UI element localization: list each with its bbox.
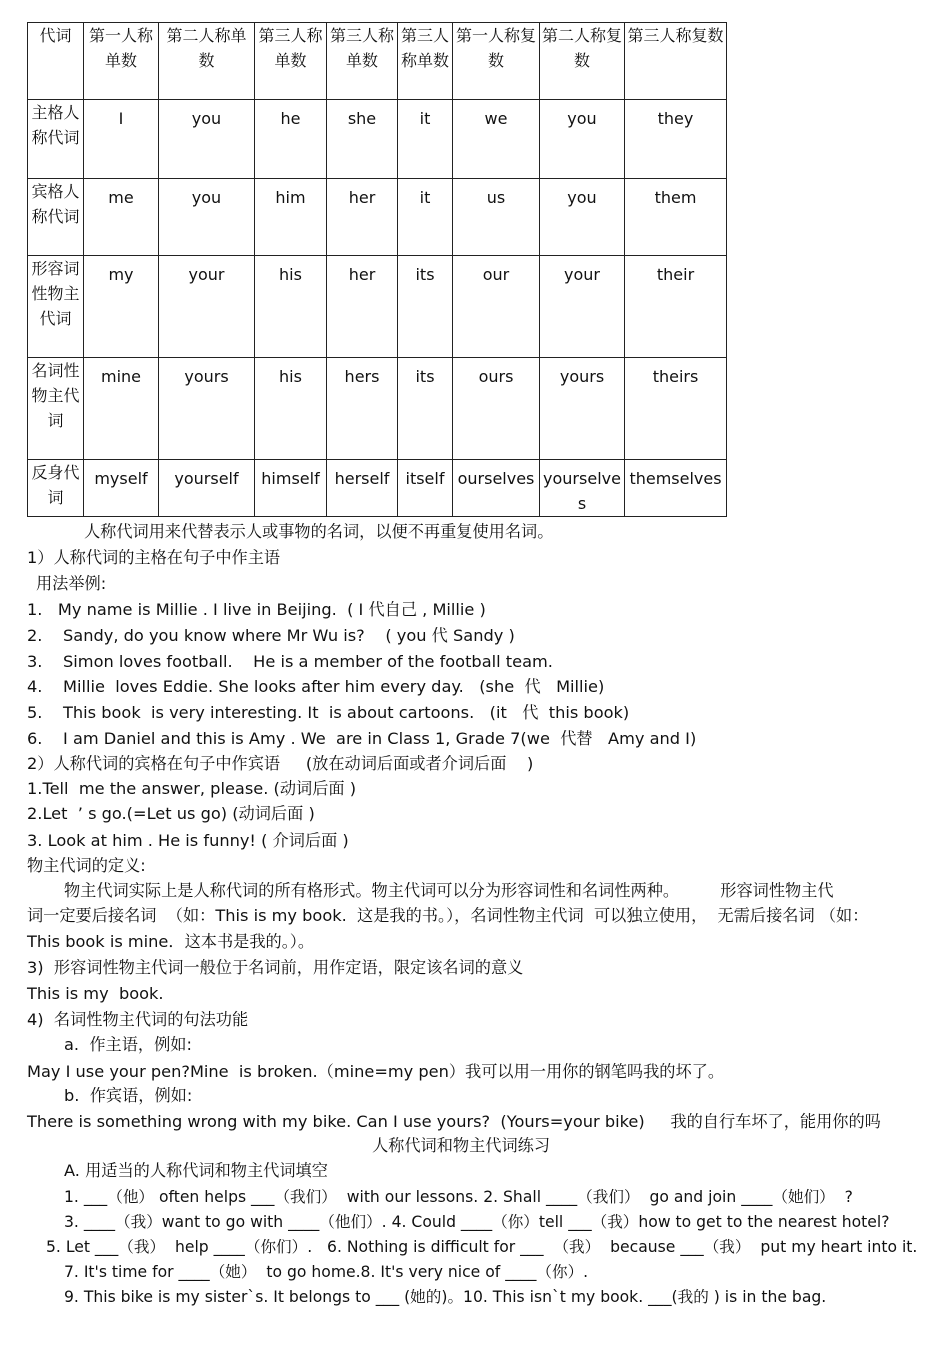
table-cell: it xyxy=(398,179,453,256)
intro-paragraph: 人称代词用来代替表示人或事物的名词，以便不再重复使用名词。 xyxy=(84,522,554,541)
table-header-row xyxy=(28,23,727,100)
table-cell: your xyxy=(540,256,625,358)
table-cell: theirs xyxy=(625,358,727,460)
table-cell: she xyxy=(327,100,398,179)
table-cell: ours xyxy=(453,358,540,460)
table-cell: us xyxy=(453,179,540,256)
table-cell: themselves xyxy=(625,460,727,517)
table-cell: her xyxy=(327,256,398,358)
table-cell: you xyxy=(159,100,255,179)
section-heading: 2）人称代词的宾格在句子中作宾语 (放在动词后面或者介词后面 ) xyxy=(27,754,534,773)
row-label: 反身代词 xyxy=(28,460,84,517)
table-cell: their xyxy=(625,256,727,358)
table-cell: his xyxy=(255,256,327,358)
subsection-label: b. 作宾语，例如: xyxy=(64,1086,193,1105)
table-cell: our xyxy=(453,256,540,358)
table-cell: your xyxy=(159,256,255,358)
table-row xyxy=(28,256,727,358)
exercise-line: 1. ___（他） often helps ___（我们） with our lessons. 2. Shall ____（我们） go and join ____（她们） ? xyxy=(64,1188,853,1206)
table-cell: him xyxy=(255,179,327,256)
table-cell: myself xyxy=(84,460,159,517)
section-heading: 4) 名词性物主代词的句法功能 xyxy=(27,1010,249,1029)
table-cell: they xyxy=(625,100,727,179)
example-line: This is my book. xyxy=(27,984,164,1003)
table-cell: her xyxy=(327,179,398,256)
example-line: 1.Tell me the answer, please. (动词后面 ) xyxy=(27,779,357,798)
table-cell: me xyxy=(84,179,159,256)
table-cell: yours xyxy=(159,358,255,460)
example-line: 6. I am Daniel and this is Amy . We are in Class 1, Grade 7(we 代替 Amy and I) xyxy=(27,729,697,748)
exercise-instruction: A. 用适当的人称代词和物主代词填空 xyxy=(64,1161,328,1180)
example-line: 2. Sandy, do you know where Mr Wu is? ( you 代 Sandy ) xyxy=(27,626,515,645)
table-cell: he xyxy=(255,100,327,179)
example-line: 1. My name is Millie . I live in Beijing. ( I 代自己 , Millie ) xyxy=(27,600,486,619)
exercise-line: 7. It's time for ____（她） to go home.8. It's very nice of ____（你）. xyxy=(64,1263,589,1281)
table-cell: yourself xyxy=(159,460,255,517)
table-cell: his xyxy=(255,358,327,460)
section-heading: 3) 形容词性物主代词一般位于名词前，用作定语，限定该名词的意义 xyxy=(27,958,524,977)
example-line: 3. Simon loves football. He is a member of the football team. xyxy=(27,652,553,671)
subsection-label: a. 作主语，例如: xyxy=(64,1035,192,1054)
table-header-cell: 第三人称单数 xyxy=(255,23,327,100)
row-label: 主格人称代词 xyxy=(28,100,84,179)
table-header-cell: 第二人称单数 xyxy=(159,23,255,100)
table-row xyxy=(28,358,727,460)
table-cell: you xyxy=(540,179,625,256)
example-line: 3. Look at him . He is funny! ( 介词后面 ) xyxy=(27,831,349,850)
table-cell: itself xyxy=(398,460,453,517)
table-cell: its xyxy=(398,358,453,460)
example-line: 4. Millie loves Eddie. She looks after him every day. (she 代 Millie) xyxy=(27,677,605,696)
table-cell: its xyxy=(398,256,453,358)
table-cell: them xyxy=(625,179,727,256)
section-heading: 1）人称代词的主格在句子中作主语 xyxy=(27,548,281,567)
table-cell: mine xyxy=(84,358,159,460)
table-cell: herself xyxy=(327,460,398,517)
table-header-cell: 第三人称单数 xyxy=(327,23,398,100)
exercise-title: 人称代词和物主代词练习 xyxy=(372,1136,551,1155)
table-row xyxy=(28,179,727,256)
table-cell: you xyxy=(159,179,255,256)
example-line: 2.Let ’ s go.(=Let us go) (动词后面 ) xyxy=(27,804,315,823)
example-line: 5. This book is very interesting. It is about cartoons. (it 代 this book) xyxy=(27,703,630,722)
definition-text: 物主代词实际上是人称代词的所有格形式。物主代词可以分为形容词性和名词性两种。 形容词性物主代 xyxy=(64,881,834,900)
definition-text: This book is mine．这本书是我的。）。 xyxy=(27,932,315,951)
exercise-line: 9. This bike is my sister`s. It belongs to ___ (她的)。10. This isn`t my book. ___(我的 ) is in the bag. xyxy=(64,1288,827,1306)
example-line: There is something wrong with my bike. Can I use yours? (Yours=your bike) 我的自行车坏了，能用你的吗 xyxy=(27,1112,881,1131)
row-label: 名词性物主代词 xyxy=(28,358,84,460)
table-cell: hers xyxy=(327,358,398,460)
exercise-line: 5. Let ___（我） help ____（你们）. 6. Nothing is difficult for ___ （我） because ___（我） put my heart into it. xyxy=(46,1238,918,1256)
table-cell: yours xyxy=(540,358,625,460)
table-cell: we xyxy=(453,100,540,179)
table-cell: himself xyxy=(255,460,327,517)
row-label: 形容词性物主代词 xyxy=(28,256,84,358)
table-header-cell: 第一人称复数 xyxy=(453,23,540,100)
table-cell: you xyxy=(540,100,625,179)
table-header-cell: 第三人称单数 xyxy=(398,23,453,100)
row-label: 宾格人称代词 xyxy=(28,179,84,256)
table-cell: my xyxy=(84,256,159,358)
table-cell: I xyxy=(84,100,159,179)
definition-text: 词一定要后接名词 （如：This is my book. 这是我的书。），名词性物主代词 可以独立使用， 无需后接名词 （如： xyxy=(27,906,869,925)
pronoun-table xyxy=(27,22,727,517)
table-cell: it xyxy=(398,100,453,179)
table-cell: ourselves xyxy=(453,460,540,517)
section-heading: 物主代词的定义: xyxy=(27,856,146,875)
table-row xyxy=(28,100,727,179)
usage-label: 用法举例: xyxy=(36,574,107,593)
exercise-line: 3. ____（我）want to go with ____（他们）. 4. Could ____（你）tell ___（我）how to get to the nearest hotel? xyxy=(64,1213,890,1231)
example-line: May I use your pen?Mine is broken.（mine=my pen）我可以用一用你的钢笔吗我的坏了。 xyxy=(27,1062,725,1081)
table-header-cell: 第三人称复数 xyxy=(625,23,727,100)
table-cell: yourselves xyxy=(540,460,625,517)
table-row xyxy=(28,460,727,517)
table-header-cell: 第二人称复数 xyxy=(540,23,625,100)
table-header-cell: 第一人称单数 xyxy=(84,23,159,100)
table-header-cell: 代词 xyxy=(28,23,84,100)
